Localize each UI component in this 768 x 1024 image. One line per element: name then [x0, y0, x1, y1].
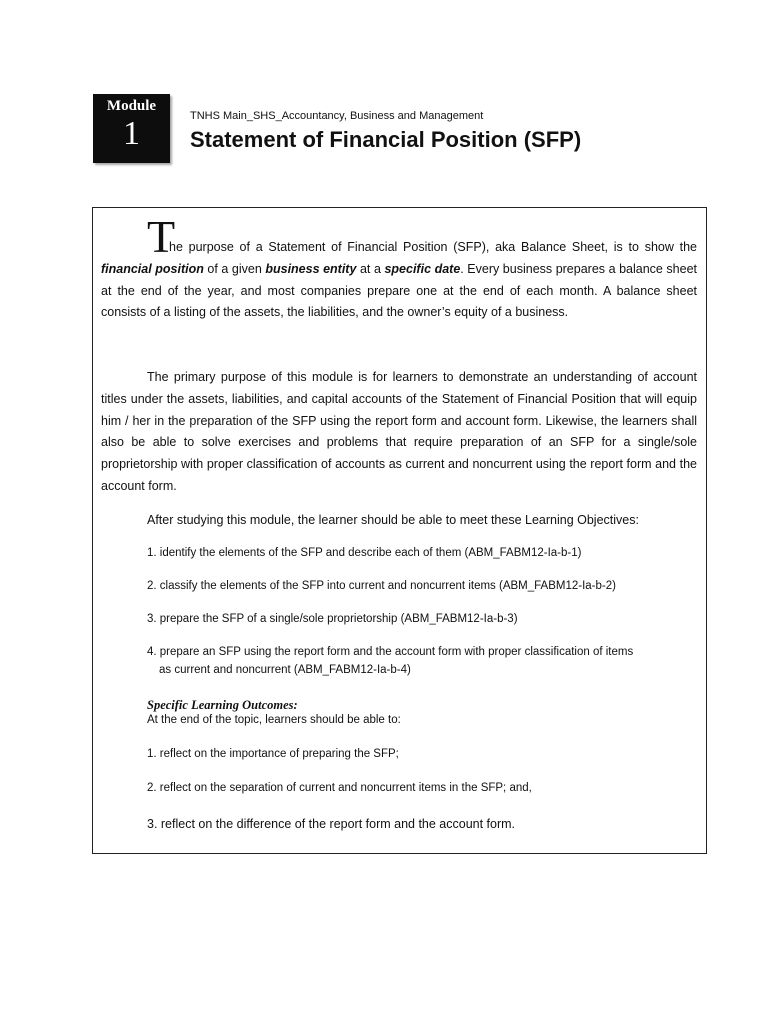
course-subtitle: TNHS Main_SHS_Accountancy, Business and Management	[190, 110, 484, 122]
emphasis-financial-position: financial position	[101, 261, 204, 276]
outcomes-heading: Specific Learning Outcomes:	[147, 698, 298, 712]
intro-text-a: he purpose of a Statement of Financial Position (SFP), aka Balance Sheet, is to show the	[169, 240, 697, 254]
intro-text-d: . Every business prepares a balance sheet at the end of the year, and most companies prepare one at the end of each month. A balance sheet consists of a listing of the assets, the liabilities, and the owner’s equity of a business.	[101, 261, 698, 320]
purpose-paragraph: The primary purpose of this module is for learners to demonstrate an understanding of account titles under the assets, liabilities, and capital accounts of the Statement of Financial Position that will equip him / her in the preparation of the SFP using the report form and account form. Likewise, the learners shall also be able to solve exercises and problems that require preparation of an SFP for a single/sole proprietorship with proper classification of accounts as current and noncurrent using the report form and the account form.	[101, 370, 697, 493]
intro-text-b: of a given	[203, 261, 266, 276]
objective-item-1: 1. identify the elements of the SFP and describe each of them (ABM_FABM12-Ia-b-1)	[147, 547, 582, 559]
outcome-item-1: 1. reflect on the importance of preparing the SFP;	[147, 748, 399, 760]
module-badge	[93, 94, 170, 163]
outcome-item-3: 3. reflect on the difference of the report form and the account form.	[147, 817, 516, 831]
module-number: 1	[123, 115, 140, 152]
emphasis-specific-date: specific date	[384, 261, 461, 276]
intro-paragraph	[101, 237, 697, 324]
intro-text-c: at a	[356, 261, 385, 276]
objectives-intro: After studying this module, the learner should be able to meet these Learning Objectives:	[147, 513, 639, 527]
objective-item-2: 2. classify the elements of the SFP into current and noncurrent items (ABM_FABM12-Ia-b-2)	[147, 580, 616, 592]
drop-cap: T	[147, 211, 176, 262]
module-word: Module	[106, 98, 157, 114]
emphasis-business-entity: business entity	[265, 261, 357, 276]
objective-item-3: 3. prepare the SFP of a single/sole proprietorship (ABM_FABM12-Ia-b-3)	[147, 613, 518, 625]
objective-item-4-continued: as current and noncurrent (ABM_FABM12-Ia-b-4)	[159, 664, 411, 676]
objective-item-4: 4. prepare an SFP using the report form and the account form with proper classification of items	[147, 646, 634, 658]
module-overview-box	[92, 207, 707, 854]
outcome-item-2: 2. reflect on the separation of current and noncurrent items in the SFP; and,	[147, 782, 532, 794]
outcomes-intro: At the end of the topic, learners should be able to:	[147, 714, 401, 726]
page-title: Statement of Financial Position (SFP)	[190, 127, 582, 152]
